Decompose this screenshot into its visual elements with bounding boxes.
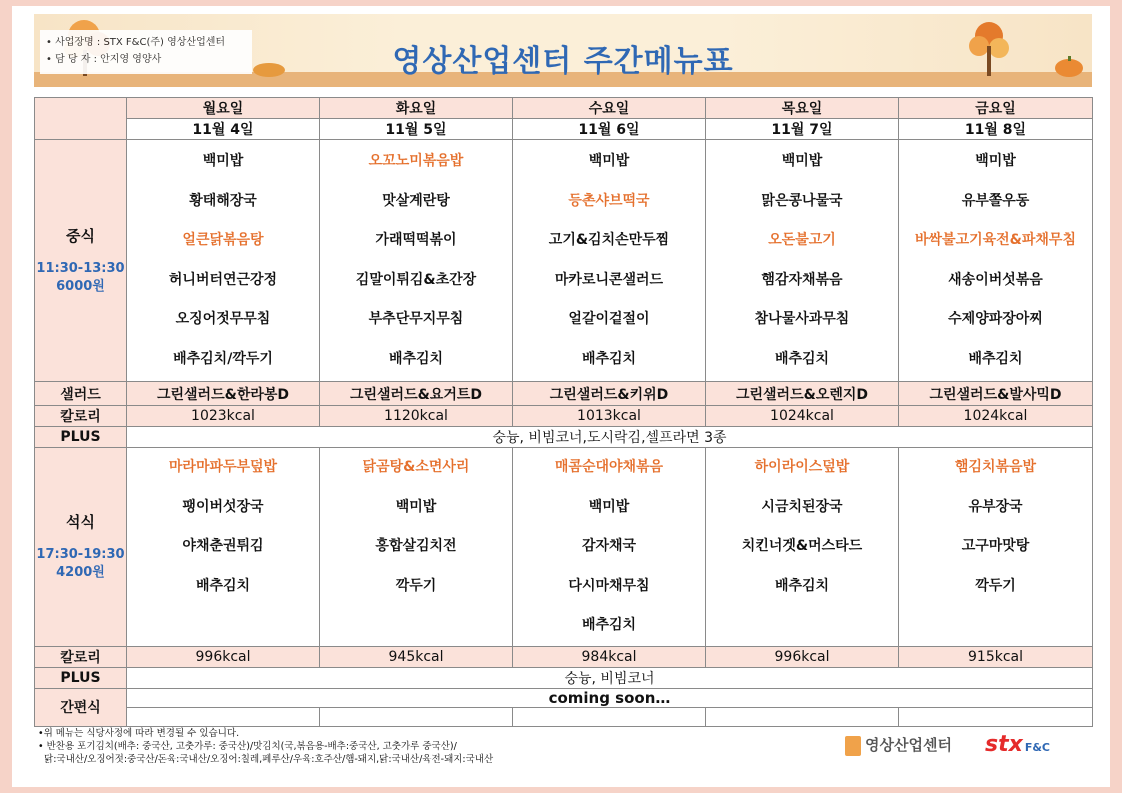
lunch-dish: 백미밥: [202, 153, 244, 169]
dinner-dish: 시금치된장국: [761, 498, 843, 515]
info-box: [40, 30, 252, 74]
plus-text: 숭늉, 비빔코너,도시락김,셀프라면 3종: [127, 427, 1093, 448]
calorie-value: 1024kcal: [706, 406, 899, 427]
lunch-price: 6000원: [56, 279, 105, 294]
lunch-dish: 배추김치/깍두기: [173, 350, 273, 367]
dinner-dish: [320, 606, 512, 646]
footnote-line: •위 메뉴는 식당사정에 따라 변경될 수 있습니다.: [38, 728, 240, 739]
dinner-menu-cell: [706, 448, 899, 647]
day-date-row: [35, 119, 1093, 140]
dinner-dish: 깍두기: [395, 577, 437, 594]
dinner-dish: 감자채국: [581, 538, 637, 554]
day-date: 11월 4일: [127, 119, 320, 140]
dinner-price: 4200원: [56, 565, 105, 581]
plus-label: PLUS: [35, 427, 127, 448]
lunch-dish: 참나물사과무침: [754, 311, 850, 327]
salad-item: 그린샐러드&요거트D: [320, 382, 513, 406]
dinner-calorie-row: [35, 646, 1093, 667]
lunch-dish: 새송이버섯볶음: [948, 271, 1043, 288]
dinner-dish: 백미밥: [395, 498, 437, 515]
plus-label: PLUS: [35, 667, 127, 688]
day-date: 11월 8일: [899, 119, 1093, 140]
dinner-menu-cell: [899, 448, 1093, 647]
lunch-dish: 마카로니콘샐러드: [554, 271, 664, 288]
dinner-dish: 배추김치: [581, 617, 637, 633]
dinner-label-cell: [35, 448, 127, 647]
dinner-plus-row: [35, 667, 1093, 688]
lunch-dish: 백미밥: [975, 153, 1016, 169]
lunch-dish: 맑은콩나물국: [761, 192, 843, 209]
salad-item: 그린샐러드&키위D: [513, 382, 706, 406]
calorie-value: 996kcal: [127, 646, 320, 667]
dinner-dish: [899, 606, 1092, 646]
lunch-dish: 유부쫄우동: [961, 192, 1030, 209]
salad-label: 샐러드: [35, 382, 127, 406]
footnote-line: • 반찬용 포기김치(배추: 중국산, 고춧가루: 중국산)/맛김치(국,볶음용-배추:중국산, 고춧가루 중국산)/: [38, 741, 457, 752]
dinner-dish: 깍두기: [975, 577, 1016, 594]
day-name: 화요일: [320, 98, 513, 119]
calorie-value: 1023kcal: [127, 406, 320, 427]
snack-cell: [127, 707, 320, 726]
lunch-menu-cell: [513, 140, 706, 382]
snack-cell: [706, 707, 899, 726]
dinner-menu-cell: [513, 448, 706, 647]
lunch-label-cell: [35, 140, 127, 382]
snack-row: [35, 688, 1093, 707]
day-date: 11월 6일: [513, 119, 706, 140]
menu-table: [34, 97, 1093, 727]
lunch-dish: 배추김치: [388, 350, 444, 367]
info-line-manager: • 담 당 자 : 안지영 영양사: [46, 54, 162, 65]
calorie-value: 915kcal: [899, 646, 1093, 667]
center-logo: [845, 734, 952, 756]
dinner-dish: 닭곰탕&소면사리: [362, 459, 470, 475]
stx-logo: [985, 732, 1050, 757]
lunch-dish: 바싹불고기육전&파채무침: [915, 232, 1076, 248]
day-name: 목요일: [706, 98, 899, 119]
lunch-plus-row: [35, 427, 1093, 448]
corner-cell: [35, 98, 127, 140]
dinner-label: 석식: [66, 513, 95, 532]
calorie-value: 945kcal: [320, 646, 513, 667]
stx-logo-sub: F&C: [1024, 741, 1050, 754]
snack-empty-row: [35, 707, 1093, 726]
dinner-menu-cell: [127, 448, 320, 647]
calorie-value: 1024kcal: [899, 406, 1093, 427]
dinner-dish: 다시마채무침: [568, 577, 650, 594]
lunch-dish: 배추김치: [774, 350, 830, 367]
page-title: 영상산업센터 주간메뉴표: [392, 44, 734, 79]
snack-cell: [320, 707, 513, 726]
salad-row: [35, 382, 1093, 406]
lunch-dish: 맛살계란탕: [382, 192, 450, 209]
calorie-label: 칼로리: [35, 406, 127, 427]
lunch-menu-cell: [127, 140, 320, 382]
dinner-dish: 야채춘권튀김: [182, 538, 264, 554]
lunch-menu-cell: [320, 140, 513, 382]
center-logo-text: 영상산업센터: [865, 736, 952, 754]
lunch-dish: 허니버터연근강정: [168, 271, 278, 288]
lunch-dish: 햄감자채볶음: [761, 271, 843, 288]
snack-text: coming soon…: [127, 688, 1093, 707]
lunch-dish: 오징어젓무무침: [175, 311, 271, 327]
dinner-time: 17:30-19:30: [36, 547, 125, 563]
center-logo-icon: [845, 736, 861, 756]
dinner-dish: [127, 606, 319, 646]
day-name: 월요일: [127, 98, 320, 119]
calorie-value: 1013kcal: [513, 406, 706, 427]
calorie-value: 996kcal: [706, 646, 899, 667]
footnote-line: 닭:국내산/오징어젓:중국산/돈육:국내산/오징어:칠레,페루산/우육:호주산/햄-돼지,닭:국내산/육전-돼지:국내산: [38, 754, 494, 765]
snack-cell: [899, 707, 1093, 726]
lunch-dish: 수제양파장아찌: [948, 311, 1043, 327]
lunch-time: 11:30-13:30: [36, 261, 125, 276]
lunch-dish: 고기&김치손만두찜: [548, 232, 670, 248]
day-name: 수요일: [513, 98, 706, 119]
dinner-dish: 치킨너겟&머스타드: [741, 538, 863, 554]
lunch-dish: 부추단무지무침: [368, 311, 464, 327]
lunch-dish: 배추김치: [581, 350, 637, 367]
lunch-dish: 배추김치: [968, 350, 1023, 367]
day-name-row: [35, 98, 1093, 119]
dinner-dish: 홍합살김치전: [375, 538, 457, 554]
lunch-dish: 등촌샤브떡국: [568, 192, 650, 209]
lunch-dish: 가래떡떡볶이: [375, 232, 457, 248]
lunch-row: [35, 140, 1093, 382]
lunch-dish: 오꼬노미볶음밥: [368, 153, 464, 169]
lunch-dish: 얼갈이겉절이: [568, 311, 650, 327]
dinner-dish: 유부장국: [968, 498, 1023, 515]
calorie-value: 984kcal: [513, 646, 706, 667]
salad-item: 그린샐러드&한라봉D: [127, 382, 320, 406]
dinner-dish: 매콤순대야채볶음: [554, 459, 664, 475]
lunch-label: 중식: [66, 227, 95, 245]
lunch-dish: 백미밥: [781, 153, 823, 169]
snack-cell: [513, 707, 706, 726]
dinner-dish: 백미밥: [588, 498, 630, 515]
salad-item: 그린샐러드&오렌지D: [706, 382, 899, 406]
lunch-dish: 오돈불고기: [768, 232, 836, 248]
plus-text: 숭늉, 비빔코너: [127, 667, 1093, 688]
lunch-dish: 황태해장국: [189, 192, 257, 209]
lunch-calorie-row: [35, 406, 1093, 427]
dinner-dish: 하이라이스덮밥: [754, 459, 850, 475]
day-name: 금요일: [899, 98, 1093, 119]
dinner-dish: 배추김치: [774, 577, 830, 594]
day-date: 11월 7일: [706, 119, 899, 140]
lunch-dish: 얼큰닭볶음탕: [182, 232, 264, 248]
snack-label: 간편식: [35, 688, 127, 726]
dinner-dish: 고구마맛탕: [961, 538, 1030, 554]
info-line-company: • 사업장명 : STX F&C(주) 영상산업센터: [46, 37, 226, 48]
calorie-label: 칼로리: [35, 646, 127, 667]
dinner-row: [35, 448, 1093, 647]
lunch-dish: 김말이튀김&초간장: [355, 271, 477, 288]
salad-item: 그린샐러드&발사믹D: [899, 382, 1093, 406]
dinner-dish: 햄김치볶음밥: [954, 459, 1037, 475]
dinner-dish: 팽이버섯장국: [182, 498, 264, 515]
lunch-menu-cell: [899, 140, 1093, 382]
lunch-menu-cell: [706, 140, 899, 382]
dinner-menu-cell: [320, 448, 513, 647]
stx-logo-text: stx: [985, 732, 1023, 757]
day-date: 11월 5일: [320, 119, 513, 140]
dinner-dish: [706, 606, 898, 646]
footnotes: [38, 727, 493, 766]
calorie-value: 1120kcal: [320, 406, 513, 427]
dinner-dish: 배추김치: [195, 577, 251, 594]
lunch-dish: 백미밥: [588, 153, 630, 169]
dinner-dish: 마라마파두부덮밥: [168, 459, 278, 475]
